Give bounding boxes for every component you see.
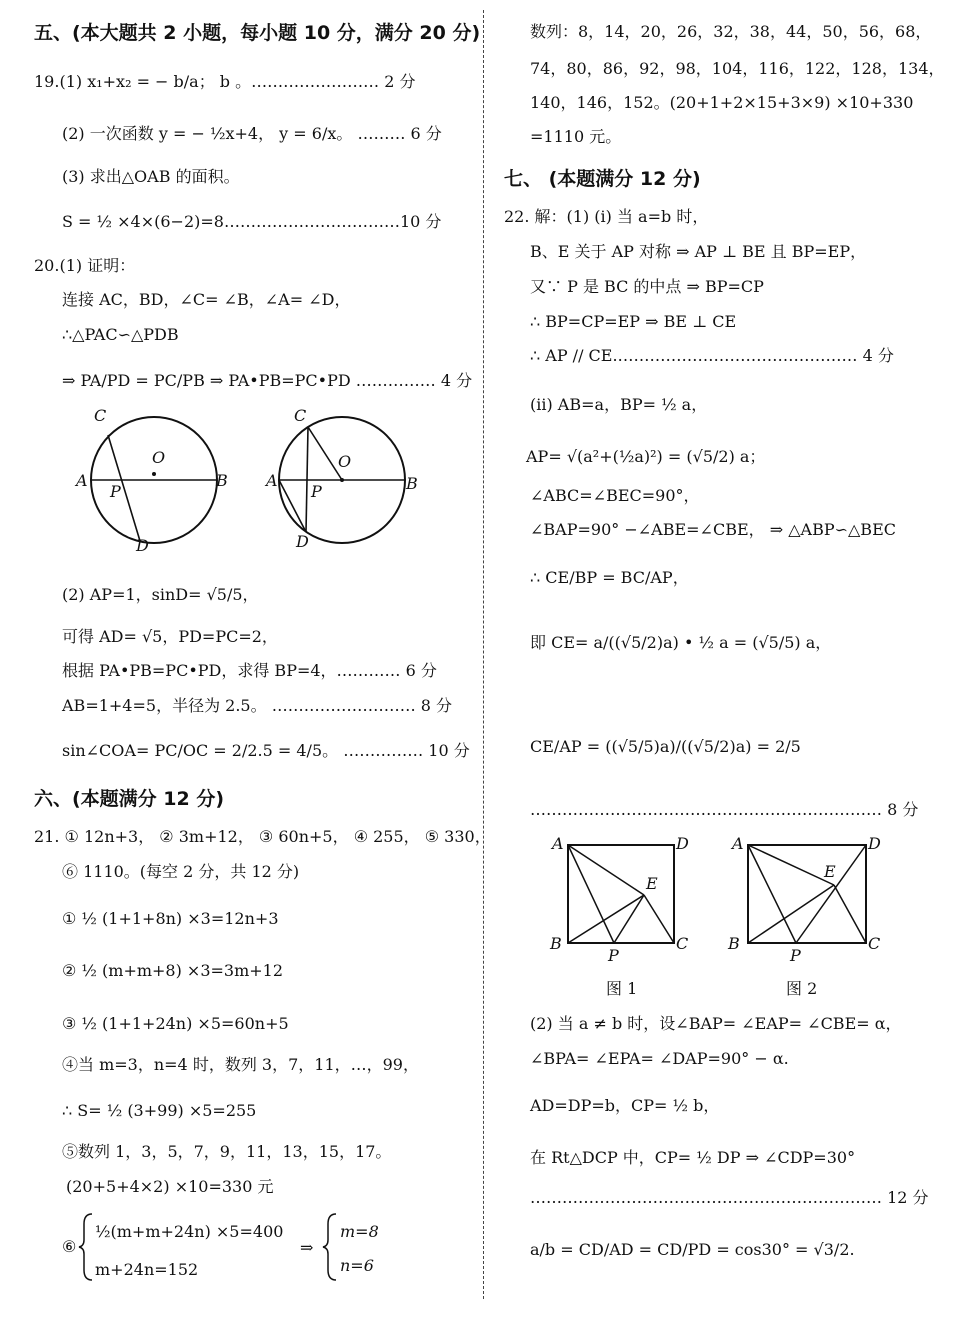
solution-m: m=8 [340,1222,379,1241]
sequence-line-2: 74，80，86，92，98，104，116，122，128，134， [530,59,945,78]
label-O: O [152,448,166,467]
q22-right-triangle: 在 Rt△DCP 中，CP= ½ DP ⇒ ∠CDP=30° [530,1148,856,1167]
section-7-title: 七、 (本题满分 12 分) [504,168,701,190]
score-8: ………………………………………………………… 8 分 [530,800,919,819]
right-column [490,0,957,1344]
sequence-line-3: 140，146，152。(20+1+2×15+3×9) ×10+330 [530,93,914,112]
label-A: A [76,471,88,490]
label-D2: D [296,532,309,551]
q20-connect: 连接 AC，BD，∠C= ∠B，∠A= ∠D， [62,290,351,309]
sq1-label-D: D [676,834,689,853]
label-P: P [110,482,121,501]
q21-step3: ③ ½ (1+1+24n) ×5=60n+5 [62,1014,289,1033]
q21-sum: ∴ S= ½ (3+99) ×5=255 [62,1101,257,1120]
figure-1-caption: 图 1 [606,979,638,998]
q22-similar: ∠BAP=90° −∠ABE=∠CBE， ⇒ △ABP∽△BEC [530,520,896,539]
sq1-label-E: E [646,874,658,893]
sq1-label-A: A [552,834,564,853]
label-B: B [216,471,228,490]
q22-perp: ∴ BP=CP=EP ⇒ BE ⊥ CE [530,312,737,331]
q22-symmetry: B、E 关于 AP 对称 ⇒ AP ⊥ BE 且 BP=EP， [530,242,867,261]
q22-ap: AP= √(a²+(½a)²) = (√5/2) a； [526,447,766,466]
q19-part2: (2) 一次函数 y = − ½x+4， y = 6/x。 ……… 6 分 [62,124,442,143]
q22-ratio: ∴ CE/BP = BC/AP， [530,568,689,587]
sq2-label-A: A [732,834,744,853]
square-figure-1 [549,834,689,965]
sq2-label-C: C [868,934,881,953]
figure-2-caption: 图 2 [786,979,818,998]
column-divider [483,10,484,1299]
q22-angle-relations: ∠BPA= ∠EPA= ∠DAP=90° − α. [530,1049,789,1068]
q22-angles: ∠ABC=∠BEC=90°， [530,486,700,505]
q19-area: S = ½ ×4×(6−2)=8……………………………10 分 [62,212,442,231]
q22-lengths: AD=DP=b，CP= ½ b， [530,1096,720,1115]
q20-ab: AB=1+4=5，半径为 2.5。 ……………………… 8 分 [62,696,453,715]
section-6-title: 六、(本题满分 12 分) [34,788,225,810]
equation-1: ½(m+m+24n) ×5=400 [95,1222,284,1241]
label-O2: O [338,452,352,471]
square-figures [550,835,880,965]
sq2-label-E: E [824,862,836,881]
sq2-label-D: D [868,834,881,853]
label-C: C [94,406,107,425]
section-5-title: 五、(本大题共 2 小题，每小题 10 分，满分 20 分) [34,22,481,44]
q20-ratio: ⇒ PA/PD = PC/PB ⇒ PA•PB=PC•PD …………… 4 分 [62,371,473,390]
score-12: ………………………………………………………… 12 分 [530,1188,929,1207]
label-A2: A [266,471,278,490]
q21-step4: ④当 m=3，n=4 时，数列 3，7，11，…，99， [62,1055,419,1074]
q21-step5: ⑤数列 1，3，5，7，9，11，13，15，17。 [62,1142,392,1161]
circle-figure-2 [264,406,418,551]
q22-parallel: ∴ AP // CE.……………………………………… 4 分 [530,346,894,365]
q22-midpoint: 又∵ P 是 BC 的中点 ⇒ BP=CP [530,277,764,296]
q20-part1: 20.(1) 证明： [34,256,136,275]
q22-final: a/b = CD/AD = CD/PD = cos30° = √3/2. [530,1240,855,1259]
q21-step1: ① ½ (1+1+8n) ×3=12n+3 [62,909,279,928]
q21-cost: (20+5+4×2) ×10=330 元 [66,1177,274,1196]
sq2-label-P: P [790,946,801,965]
q20-ad: 可得 AD= √5，PD=PC=2， [62,627,278,646]
q21-answer6: ⑥ 1110。(每空 2 分，共 12 分) [62,862,300,881]
q21-answers: 21. ① 12n+3， ② 3m+12， ③ 60n+5， ④ 255， ⑤ 330， [34,827,491,846]
q22-ce-ap: CE/AP = ((√5/5)a)/((√5/2)a) = 2/5 [530,737,801,756]
label-P2: P [311,482,322,501]
sq1-label-B: B [550,934,562,953]
sequence-line-1: 数列：8，14，20，26，32，38，44，50，56，68， [530,22,932,41]
equation-2: m+24n=152 [95,1260,199,1279]
q22-ce: 即 CE= a/((√5/2)a) • ½ a = (√5/5) a， [530,633,832,652]
label-D: D [136,536,149,555]
q21-step6-num: ⑥ [62,1237,77,1256]
q22-part2: (2) 当 a ≠ b 时，设∠BAP= ∠EAP= ∠CBE= α， [530,1014,902,1033]
circle-figures [70,405,450,565]
q22-part1: 22. 解：(1) (i) 当 a=b 时， [504,207,709,226]
q20-similar: ∴△PAC∽△PDB [62,325,179,344]
sequence-total: =1110 元。 [530,127,622,146]
solution-n: n=6 [340,1256,374,1275]
sq1-label-C: C [676,934,689,953]
right-brace [322,1212,342,1282]
sq2-label-B: B [728,934,740,953]
sq1-label-P: P [608,946,619,965]
q19-part3: (3) 求出△OAB 的面积。 [62,167,240,186]
implies-arrow: ⇒ [300,1238,314,1257]
q20-sin: sin∠COA= PC/OC = 2/2.5 = 4/5。 …………… 10 分 [62,741,470,760]
q22-part-ii: (ii) AB=a，BP= ½ a， [530,395,708,414]
square-figure-2 [727,834,881,965]
q19-part1: 19.(1) x₁+x₂ = − b/a； b 。…………………… 2 分 [34,72,416,91]
circle-figure-1 [74,406,228,555]
q20-part2: (2) AP=1，sinD= √5/5， [62,585,259,604]
q21-step2: ② ½ (m+m+8) ×3=3m+12 [62,961,284,980]
q20-bp: 根据 PA•PB=PC•PD，求得 BP=4，………… 6 分 [62,661,437,680]
label-C2: C [294,406,307,425]
label-B2: B [406,474,418,493]
